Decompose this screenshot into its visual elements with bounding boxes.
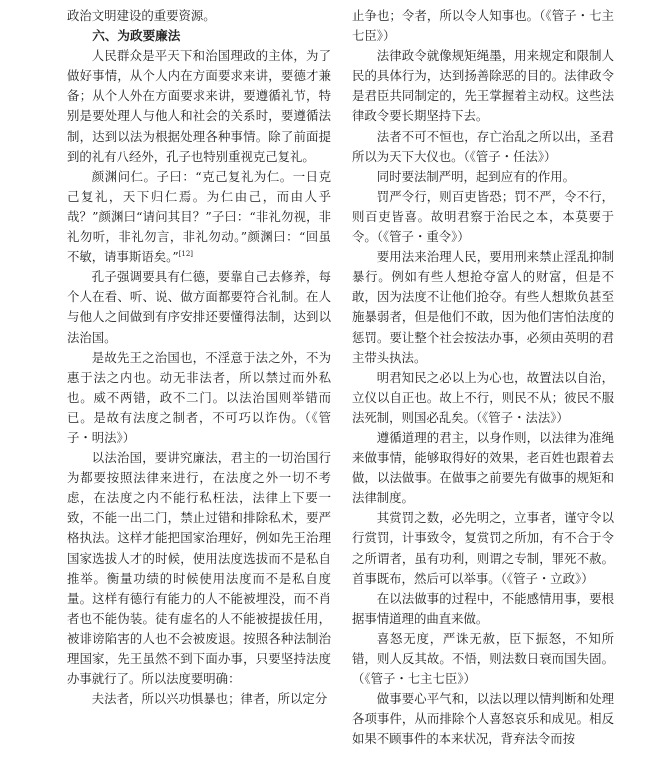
carry-over-text: 政治文明建设的重要资源。 <box>67 8 216 23</box>
right-column <box>352 6 614 749</box>
quote-paragraph: 罚严令行，则百吏皆恐；罚不严，令不行，则百吏皆喜。故明君察于治民之本，本莫要于令。（《管子・重令》） <box>352 188 614 245</box>
paragraph: 人民群众是平天下和治国理政的主体，为了做好事情，从个人内在方面要求来讲，要德才兼备；从个人外在方面要求来讲，要遵循礼节，特别是要处理人与他人和社会的关系时，要遵循法制，达到以法为根据处理各种事情。除了前面提到的礼有八经外，孔子也特别重视克己复礼。 <box>67 48 331 164</box>
quote-paragraph: 喜怒无度，严诛无赦，臣下振怒，不知所错，则人反其故。不悟，则法数日衰而国失固。（《管子・七主七臣》） <box>352 630 614 687</box>
footnote-ref: [12] <box>178 250 194 258</box>
quote-paragraph <box>67 167 331 267</box>
paragraph: 在以法做事的过程中，不能感情用事，要根据事情道理的曲直来做。 <box>352 590 614 626</box>
section-heading: 六、为政要廉法 <box>92 28 181 44</box>
paragraph: 做事要心平气和，以法以理以情判断和处理各项事件，从而排除个人喜怒哀乐和成见。相反如果不顾事件的本来状况，背弃法令而按 <box>352 691 614 747</box>
left-column <box>67 6 331 709</box>
paragraph: 以法治国，要讲究廉法，君主的一切治国行为都要按照法律来进行，在法度之外一切不考虑，在法度之内不能行私枉法，法律上下要一致，不能一出二门，禁止过错和排除私术，要严格执法。这样才能把国家治理好，例如先王治理国家选拔人才的时候，使用法度选拔而不是私自推举。衡量功绩的时候使用法度而不是私自度量。这样有德行有能力的人不能被埋没，而不肖者也不能伪装。徒有虚名的人不能被提拔任用，被诽谤陷害的人也不会被废退。按照各种法制治理国家，先王虽然不到下面办事，只要坚持法度办事就行了。所以法度要明确： <box>67 450 331 687</box>
paragraph: 同时要法制严明，起到应有的作用。 <box>376 168 576 184</box>
paragraph: 孔子强调要具有仁德，要靠自己去修养，每个人在看、听、说、做方面都要符合礼制。在人与他人之间做到有序安排还要懂得法制，达到以法治国。 <box>67 269 331 345</box>
paragraph: 要用法来治理人民，要用刑来禁止淫乱抑制暴行。例如有些人想抢夺富人的财富，但是不敢，因为法度不让他们抢夺。有些人想欺负甚至施暴弱者，但是他们不敢，因为他们害怕法度的惩罚。要让整个社会按法办事，必须由英明的君主带头执法。 <box>352 249 614 365</box>
paragraph: 遵循道理的君主，以身作则，以法律为准绳来做事情，能够取得好的效果，老百姓也跟着去做，以法做事。在做事之前要先有做事的规矩和法律制度。 <box>352 429 614 506</box>
quote-paragraph: 是故先王之治国也，不淫意于法之外，不为惠于法之内也。动无非法者，所以禁过而外私也。威不两错，政不二门。以法治国则举错而已。是故有法度之制者，不可巧以诈伪。（《管子・明法》） <box>67 349 331 445</box>
quote-paragraph: 夫法者，所以兴功惧暴也；律者，所以定分 <box>91 691 328 707</box>
quote-text: 颜渊问仁。子曰：“克己复礼为仁。一日克己复礼，天下归仁焉。为仁由己，而由人乎哉？”颜渊曰“请问其目？”子曰：“非礼勿视，非礼勿听，非礼勿言，非礼勿动。”颜渊曰：“回虽不敏，请事斯语矣。” <box>67 168 331 265</box>
quote-paragraph: 明君知民之必以上为心也，故置法以自治，立仪以自正也。故上不行，则民不从；彼民不服法死制，则国必乱矣。（《管子・法法》） <box>352 369 614 425</box>
quote-paragraph: 其赏罚之数，必先明之，立事者，谨守令以行赏罚，计事致令，复赏罚之所加，有不合于令之所谓者，虽有功利，则谓之专制，罪死不赦。首事既布，然后可以举事。（《管子・立政》） <box>352 510 614 586</box>
carry-over-text: 止争也；令者，所以令人知事也。（《管子・七主七臣》） <box>352 8 614 44</box>
quote-paragraph: 法者不可不恒也，存亡治乱之所以出，圣君所以为天下大仪也。（《管子・任法》） <box>352 128 614 164</box>
paragraph: 法律政令就像规矩绳墨，用来规定和限制人民的具体行为，达到扬善除恶的目的。法律政令是君臣共同制定的，先王掌握着主动权。这些法律政令要长期坚持下去。 <box>352 48 614 124</box>
